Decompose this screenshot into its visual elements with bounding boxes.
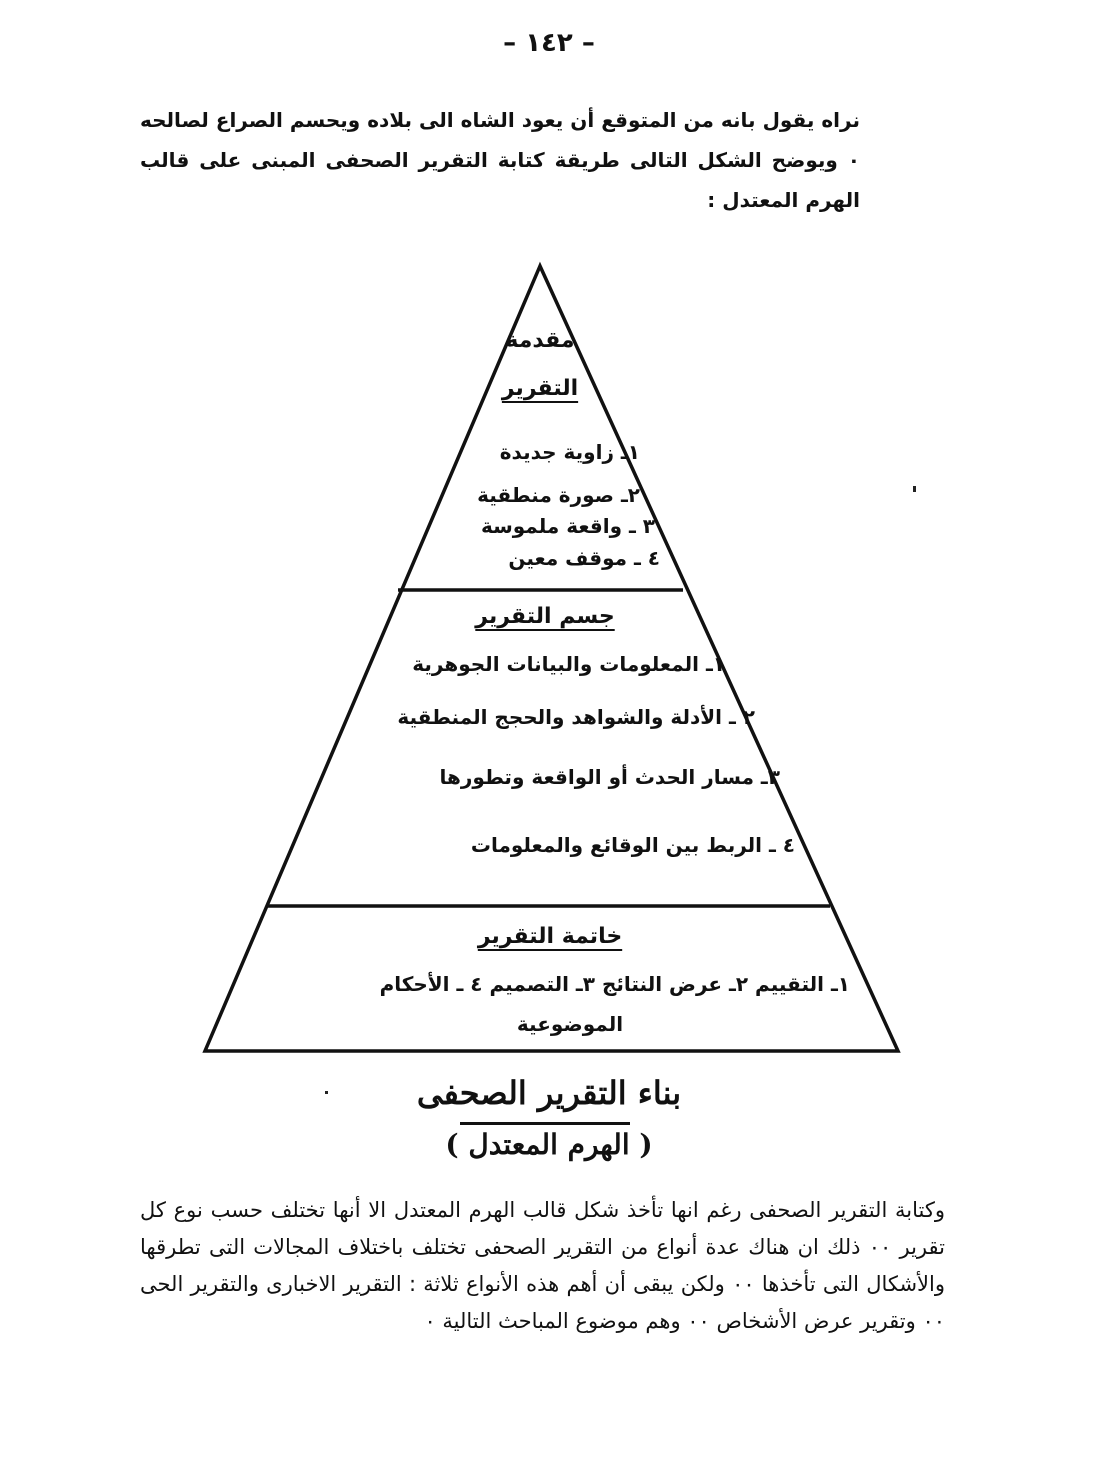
figure-subtitle: ( الهرم المعتدل ) xyxy=(445,1128,653,1161)
body-item-4: ٤ ـ الربط بين الوقائع والمعلومات xyxy=(470,833,795,857)
body-item-1: ١ـ المعلومات والبيانات الجوهرية xyxy=(412,652,725,676)
intro-paragraph: نراه يقول بانه من المتوقع أن يعود الشاه الى بلاده ويحسم الصراع لصالحه ٠ ويوضح الشكل التالى طريقة كتابة التقرير الصحفى المبنى على قالب الهرم المعتدل : xyxy=(140,108,860,212)
scan-speck xyxy=(325,1091,328,1094)
conclusion-items-continued: الموضوعية xyxy=(516,1012,624,1036)
body-item-2: ٢ ـ الأدلة والشواهد والحجج المنطقية xyxy=(397,705,755,729)
body-heading: جسم التقرير xyxy=(475,604,615,629)
intro-heading-line1: مقدمة xyxy=(505,328,575,353)
intro-item-4: ٤ ـ موقف معين xyxy=(508,546,660,570)
page-number: – ١٤٢ – xyxy=(503,28,595,58)
intro-heading-line2: التقرير xyxy=(501,376,579,401)
intro-item-2: ٢ـ صورة منطقية xyxy=(477,483,640,507)
conclusion-heading: خاتمة التقرير xyxy=(477,924,623,949)
body-paragraph: وكتابة التقرير الصحفى رغم انها تأخذ شكل قالب الهرم المعتدل الا أنها تختلف حسب نوع كل تقرير ٠٠ ذلك ان هناك عدة أنواع من التقرير الصحفى تختلف باختلاف المجالات التى تطرقها والأشكال التى تأخذها ٠٠ ولكن يبقى أن أهم هذه الأنواع ثلاثة : التقرير الاخبارى والتقرير الحى ٠٠ وتقرير عرض الأشخاص ٠٠ وهم موضوع المباحث التالية ٠ xyxy=(140,1198,945,1333)
conclusion-items: ١ـ التقييم ٢ـ عرض النتائج ٣ـ التصميم ٤ ـ الأحكام xyxy=(379,972,850,996)
intro-item-1: ١ـ زاوية جديدة xyxy=(499,440,640,464)
intro-item-3: ٣ ـ واقعة ملموسة xyxy=(480,514,655,538)
scan-speck xyxy=(913,486,916,492)
figure-title: بناء التقرير الصحفى xyxy=(416,1074,682,1112)
figure-title-underline xyxy=(460,1122,630,1125)
body-item-3: ٣ـ مسار الحدث أو الواقعة وتطورها xyxy=(439,765,780,789)
